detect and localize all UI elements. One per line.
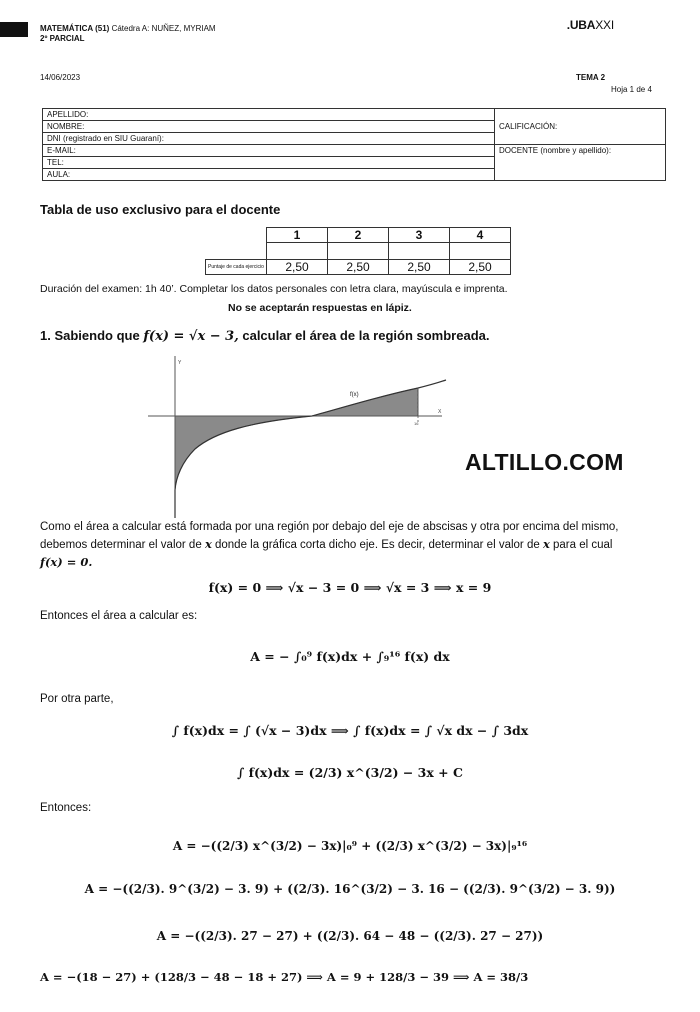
eq-zero: f(x) = 0 ⟹ √x − 3 = 0 ⟹ √x = 3 ⟹ x = 9 [208,580,492,595]
duration-text: Duración del examen: 1h 40’. Completar los datos personales con letra clara, mayúscula e imprenta. [40,283,508,295]
score-row-label: Puntaje de cada ejercicio [206,260,267,275]
problem-statement: 1. Sabiendo que f(x) = √x − 3, calcular el área de la región sombreada. [40,328,490,344]
chair: Cátedra A: NUÑEZ, MYRIAM [111,24,216,33]
score-header: 1 [267,228,328,243]
score-value: 2,50 [328,260,389,275]
integral-1: ∫ f(x)dx = ∫ (√x − 3)dx ⟹ ∫ f(x)dx = ∫ √x dx − ∫ 3dx [171,723,529,738]
y-axis-label: Y [178,360,182,366]
exam-name: 2º PARCIAL [40,34,85,43]
score-cell-1[interactable] [267,243,328,260]
field-aula[interactable]: AULA: [43,169,495,181]
header-black-bar [0,22,28,37]
integral-2: ∫ f(x)dx = (2/3) x^(3/2) − 3x + C [237,765,463,780]
tick-16: 16 [414,421,419,426]
watermark: ALTILLO.COM [465,449,624,475]
score-value: 2,50 [450,260,511,275]
score-value: 2,50 [389,260,450,275]
x-axis-label: X [438,409,442,415]
score-cell-2[interactable] [328,243,389,260]
score-cell-3[interactable] [389,243,450,260]
score-table-title: Tabla de uso exclusivo para el docente [40,202,281,217]
field-calificacion[interactable]: CALIFICACIÓN: [495,109,666,145]
uba-logo: .UBAXXI [566,18,614,32]
curve-label: f(x) [350,392,359,398]
field-email[interactable]: E-MAIL: [43,145,495,157]
score-value: 2,50 [267,260,328,275]
field-apellido[interactable]: APELLIDO: [43,109,495,121]
score-table [205,227,511,275]
header-course [40,24,216,44]
score-header: 3 [389,228,450,243]
step-4: A = −(18 − 27) + (128/3 − 48 − 18 + 27) ⟹ A = 9 + 128/3 − 39 ⟹ A = 38/3 [40,970,529,984]
step-2: A = −((2/3). 9^(3/2) − 3. 9) + ((2/3). 16^(3/2) − 3. 16 − ((2/3). 9^(3/2) − 3. 9)) [84,882,616,896]
area-formula: A = − ∫₀⁹ f(x)dx + ∫₉¹⁶ f(x) dx [250,649,450,664]
tema: TEMA 2 [576,73,606,82]
then-text: Entonces: [40,802,92,814]
field-dni[interactable]: DNI (registrado en SIU Guaraní): [43,133,495,145]
score-header: 2 [328,228,389,243]
subject: MATEMÁTICA (51) [40,24,110,33]
otherwise-text: Por otra parte, [40,693,114,705]
problem-function: f(x) = √x − 3, [143,329,239,344]
score-cell-4[interactable] [450,243,511,260]
step-1: A = −((2/3) x^(3/2) − 3x)|₀⁹ + ((2/3) x^(3/2) − 3x)|₉¹⁶ [172,839,528,853]
step-3: A = −((2/3). 27 − 27) + ((2/3). 64 − 48 − ((2/3). 27 − 27)) [156,929,544,943]
area-graph [140,352,460,520]
field-nombre[interactable]: NOMBRE: [43,121,495,133]
field-docente[interactable]: DOCENTE (nombre y apellido): [495,145,666,181]
solution-paragraph: Como el área a calcular está formada por una región por debajo del eje de abscisas y otra por encima del mismo, debemos determinar el valor de x donde la gráfica corta dicho eje. Es decir, determinar el valor de x para el cual f(x) = 0. [40,521,619,569]
no-pencil-text: No se aceptarán respuestas en lápiz. [228,302,412,314]
page-number: Hoja 1 de 4 [611,85,652,94]
score-header: 4 [450,228,511,243]
student-info-table [42,108,666,181]
field-tel[interactable]: TEL: [43,157,495,169]
then-area-text: Entonces el área a calcular es: [40,610,198,622]
exam-date: 14/06/2023 [40,73,81,82]
